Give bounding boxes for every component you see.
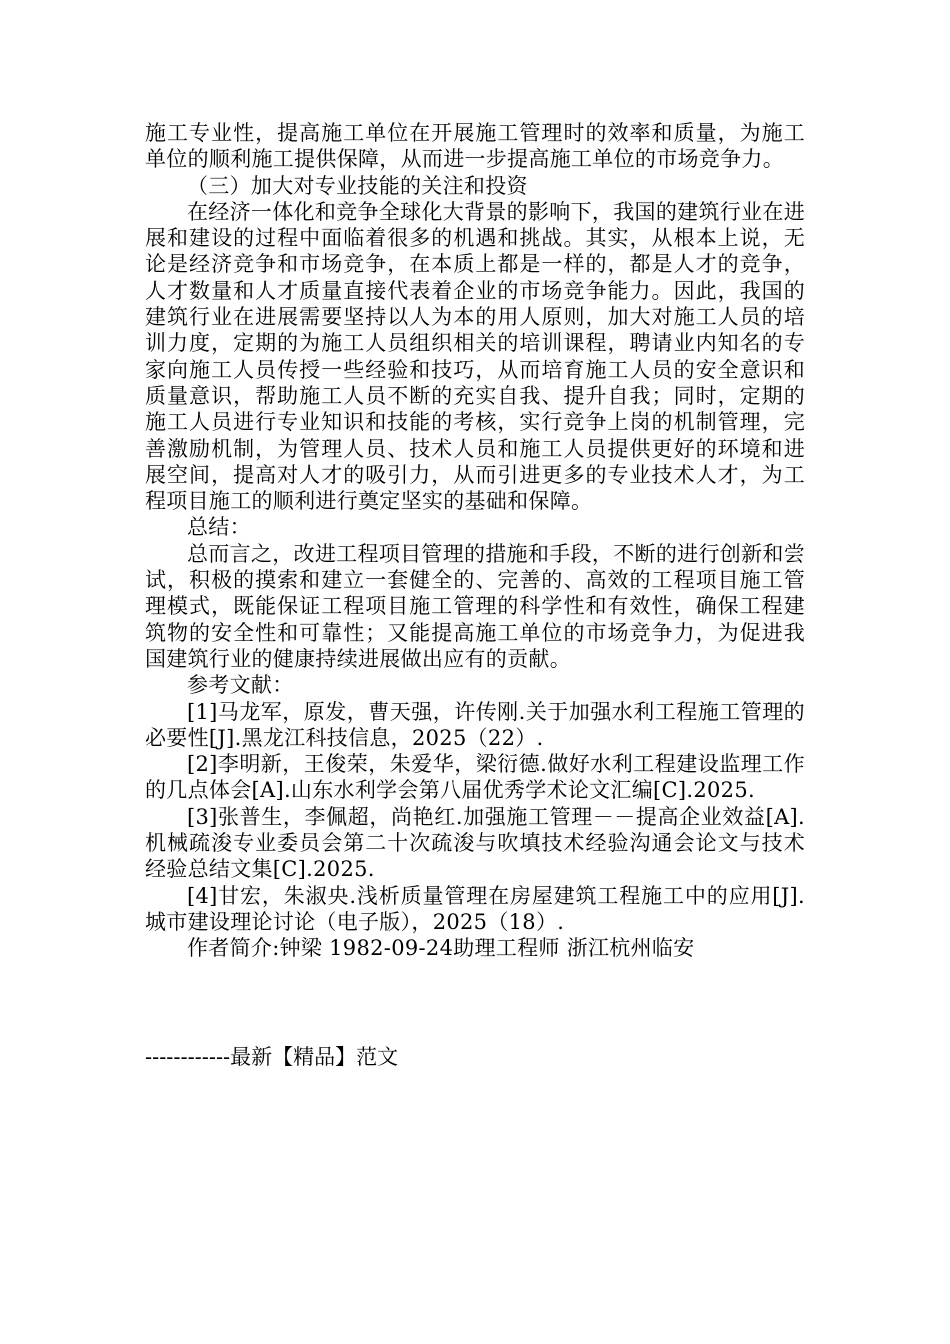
reference-item-3: [3]张普生，李佩超，尚艳红.加强施工管理－－提高企业效益[A].机械疏浚专业委员会第二十次疏浚与吹填技术经验沟通会论文与技术经验总结文集[C].2025. <box>145 804 805 882</box>
references-heading: 参考文献： <box>187 673 294 698</box>
footer-banner: ------------最新【精品】范文 <box>145 1045 399 1069</box>
reference-item-4: [4]甘宏，朱淑央.浅析质量管理在房屋建筑工程施工中的应用[J].城市建设理论讨论（电子版），2025（18）. <box>145 883 805 934</box>
author-note: 作者简介:钟梁 1982-09-24助理工程师 浙江杭州临安 <box>187 936 695 961</box>
reference-item-2: [2]李明新，王俊荣，朱爱华，梁衍德.做好水利工程建设监理工作的几点体会[A].山东水利学会第八届优秀学术论文汇编[C].2025. <box>145 752 805 803</box>
summary-heading: 总结： <box>187 515 251 540</box>
paragraph-summary: 总而言之，改进工程项目管理的措施和手段，不断的进行创新和尝试，积极的摸索和建立一套健全的、完善的、高效的工程项目施工管理模式，既能保证工程项目施工管理的科学性和有效性，确保工程建筑物的安全性和可靠性；又能提高施工单位的市场竞争力，为促进我国建筑行业的健康持续进展做出应有的贡献。 <box>145 541 805 671</box>
paragraph-section-3: 在经济一体化和竞争全球化大背景的影响下，我国的建筑行业在进展和建设的过程中面临着很多的机遇和挑战。其实，从根本上说，无论是经济竞争和市场竞争，在本质上都是一样的，都是人才的竞争，人才数量和人才质量直接代表着企业的市场竞争能力。因此，我国的建筑行业在进展需要坚持以人为本的用人原则，加大对施工人员的培训力度，定期的为施工人员组织相关的培训课程，聘请业内知名的专家向施工人员传授一些经验和技巧，从而培育施工人员的安全意识和质量意识，帮助施工人员不断的充实自我、提升自我；同时，定期的施工人员进行专业知识和技能的考核，实行竞争上岗的机制管理，完善激励机制，为管理人员、技术人员和施工人员提供更好的环境和进展空间，提高对人才的吸引力，从而引进更多的专业技术人才，为工程项目施工的顺利进行奠定坚实的基础和保障。 <box>145 199 805 514</box>
section-heading-3: （三）加大对专业技能的关注和投资 <box>187 173 528 198</box>
paragraph-continuation: 施工专业性，提高施工单位在开展施工管理时的效率和质量，为施工单位的顺利施工提供保障，从而进一步提高施工单位的市场竞争力。 <box>145 121 805 172</box>
document-body <box>145 120 805 962</box>
reference-item-1: [1]马龙军，原发，曹天强，许传刚.关于加强水利工程施工管理的必要性[J].黑龙江科技信息，2025（22）. <box>145 699 805 750</box>
